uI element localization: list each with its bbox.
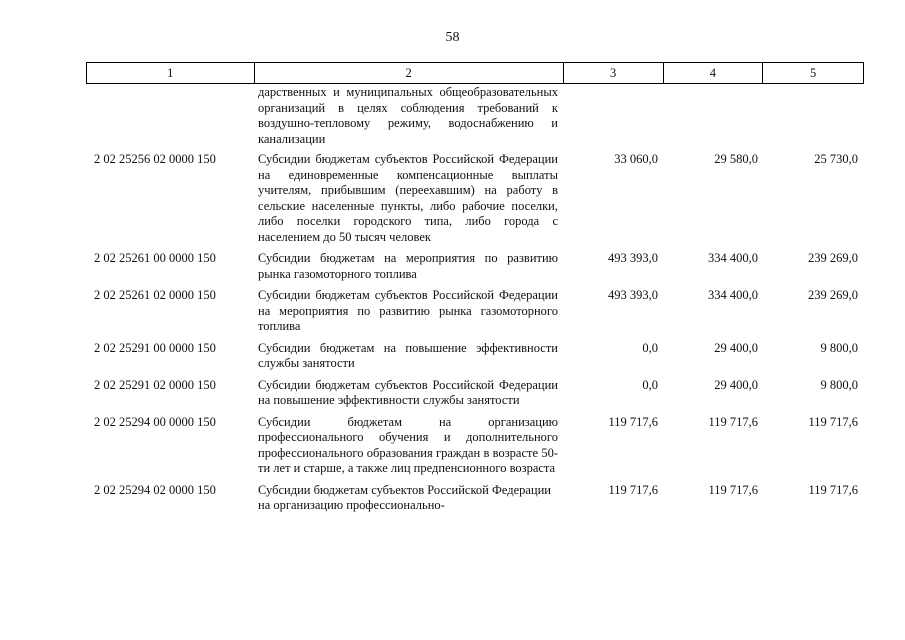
table-body	[86, 85, 864, 520]
column-header-4: 4	[664, 63, 764, 83]
table-row	[86, 483, 864, 514]
table-row	[86, 152, 864, 245]
amount-col5: 239 269,0	[808, 288, 858, 302]
amount-col3: 493 393,0	[608, 288, 658, 302]
amount-col4	[664, 85, 764, 147]
amount-col4: 29 400,0	[714, 340, 758, 355]
amount-col4: 334 400,0	[708, 288, 758, 302]
amount-col4: 29 400,0	[714, 377, 758, 392]
amount-col5: 239 269,0	[808, 251, 858, 265]
amount-col5: 119 717,6	[808, 482, 858, 497]
column-header-3: 3	[564, 63, 664, 83]
table-header	[86, 62, 864, 84]
amount-col5: 9 800,0	[820, 377, 858, 392]
amount-col3: 33 060,0	[614, 152, 658, 166]
budget-code: 2 02 25261 00 0000 150	[94, 251, 216, 265]
column-header-5: 5	[810, 66, 817, 80]
amount-col3: 119 717,6	[608, 482, 658, 497]
amount-col5: 119 717,6	[808, 414, 858, 429]
description: Субсидии бюджетам на повышение эффективности службы занятости	[258, 340, 558, 370]
description: дарственных и муниципальных общеобразовательных организаций в целях соблюдения требований к воздушно-тепловому режиму, водоснабжению и канализации	[258, 85, 558, 146]
budget-code	[86, 85, 254, 147]
amount-col5: 25 730,0	[814, 152, 858, 166]
budget-code: 2 02 25256 02 0000 150	[94, 152, 216, 166]
table-row	[86, 415, 864, 477]
description: Субсидии бюджетам субъектов Российской Федерации на организацию профессионально-	[258, 482, 551, 512]
amount-col3: 0,0	[642, 340, 658, 355]
amount-col3: 0,0	[642, 377, 658, 392]
budget-code: 2 02 25291 02 0000 150	[94, 377, 216, 392]
amount-col4: 119 717,6	[708, 482, 758, 497]
table-row	[86, 288, 864, 335]
budget-code: 2 02 25291 00 0000 150	[94, 340, 216, 355]
amount-col4: 29 580,0	[714, 152, 758, 166]
amount-col3: 119 717,6	[608, 414, 658, 429]
amount-col3	[564, 85, 664, 147]
amount-col3: 493 393,0	[608, 251, 658, 265]
description: Субсидии бюджетам субъектов Российской Федерации на повышение эффективности службы занятости	[258, 377, 558, 407]
budget-code: 2 02 25261 02 0000 150	[94, 288, 216, 302]
description: Субсидии бюджетам субъектов Российской Федерации на мероприятия по развитию рынка газомоторного топлива	[258, 288, 558, 333]
budget-code: 2 02 25294 02 0000 150	[94, 482, 216, 497]
page-number: 58	[445, 30, 460, 45]
amount-col5: 9 800,0	[820, 340, 858, 355]
description: Субсидии бюджетам на организацию профессионального обучения и дополнительного профессионального образования граждан в возрасте 50-ти лет и старше, а также лиц предпенсионного возраста	[258, 414, 558, 475]
amount-col4: 334 400,0	[708, 251, 758, 265]
table-row	[86, 378, 864, 409]
table-row	[86, 251, 864, 282]
amount-col5	[764, 85, 864, 147]
amount-col4: 119 717,6	[708, 414, 758, 429]
column-header-2: 2	[255, 63, 564, 83]
budget-code: 2 02 25294 00 0000 150	[94, 414, 216, 429]
table-row	[86, 341, 864, 372]
column-header-1: 1	[87, 63, 255, 83]
description: Субсидии бюджетам субъектов Российской Федерации на единовременные компенсационные выплаты учителям, прибывшим (переехавшим) на работу в сельские населенные пункты, либо рабочие поселки, либо поселки городского типа, либо города с населением до 50 тысяч человек	[258, 152, 558, 244]
description: Субсидии бюджетам на мероприятия по развитию рынка газомоторного топлива	[258, 251, 558, 281]
table-row	[86, 85, 864, 147]
